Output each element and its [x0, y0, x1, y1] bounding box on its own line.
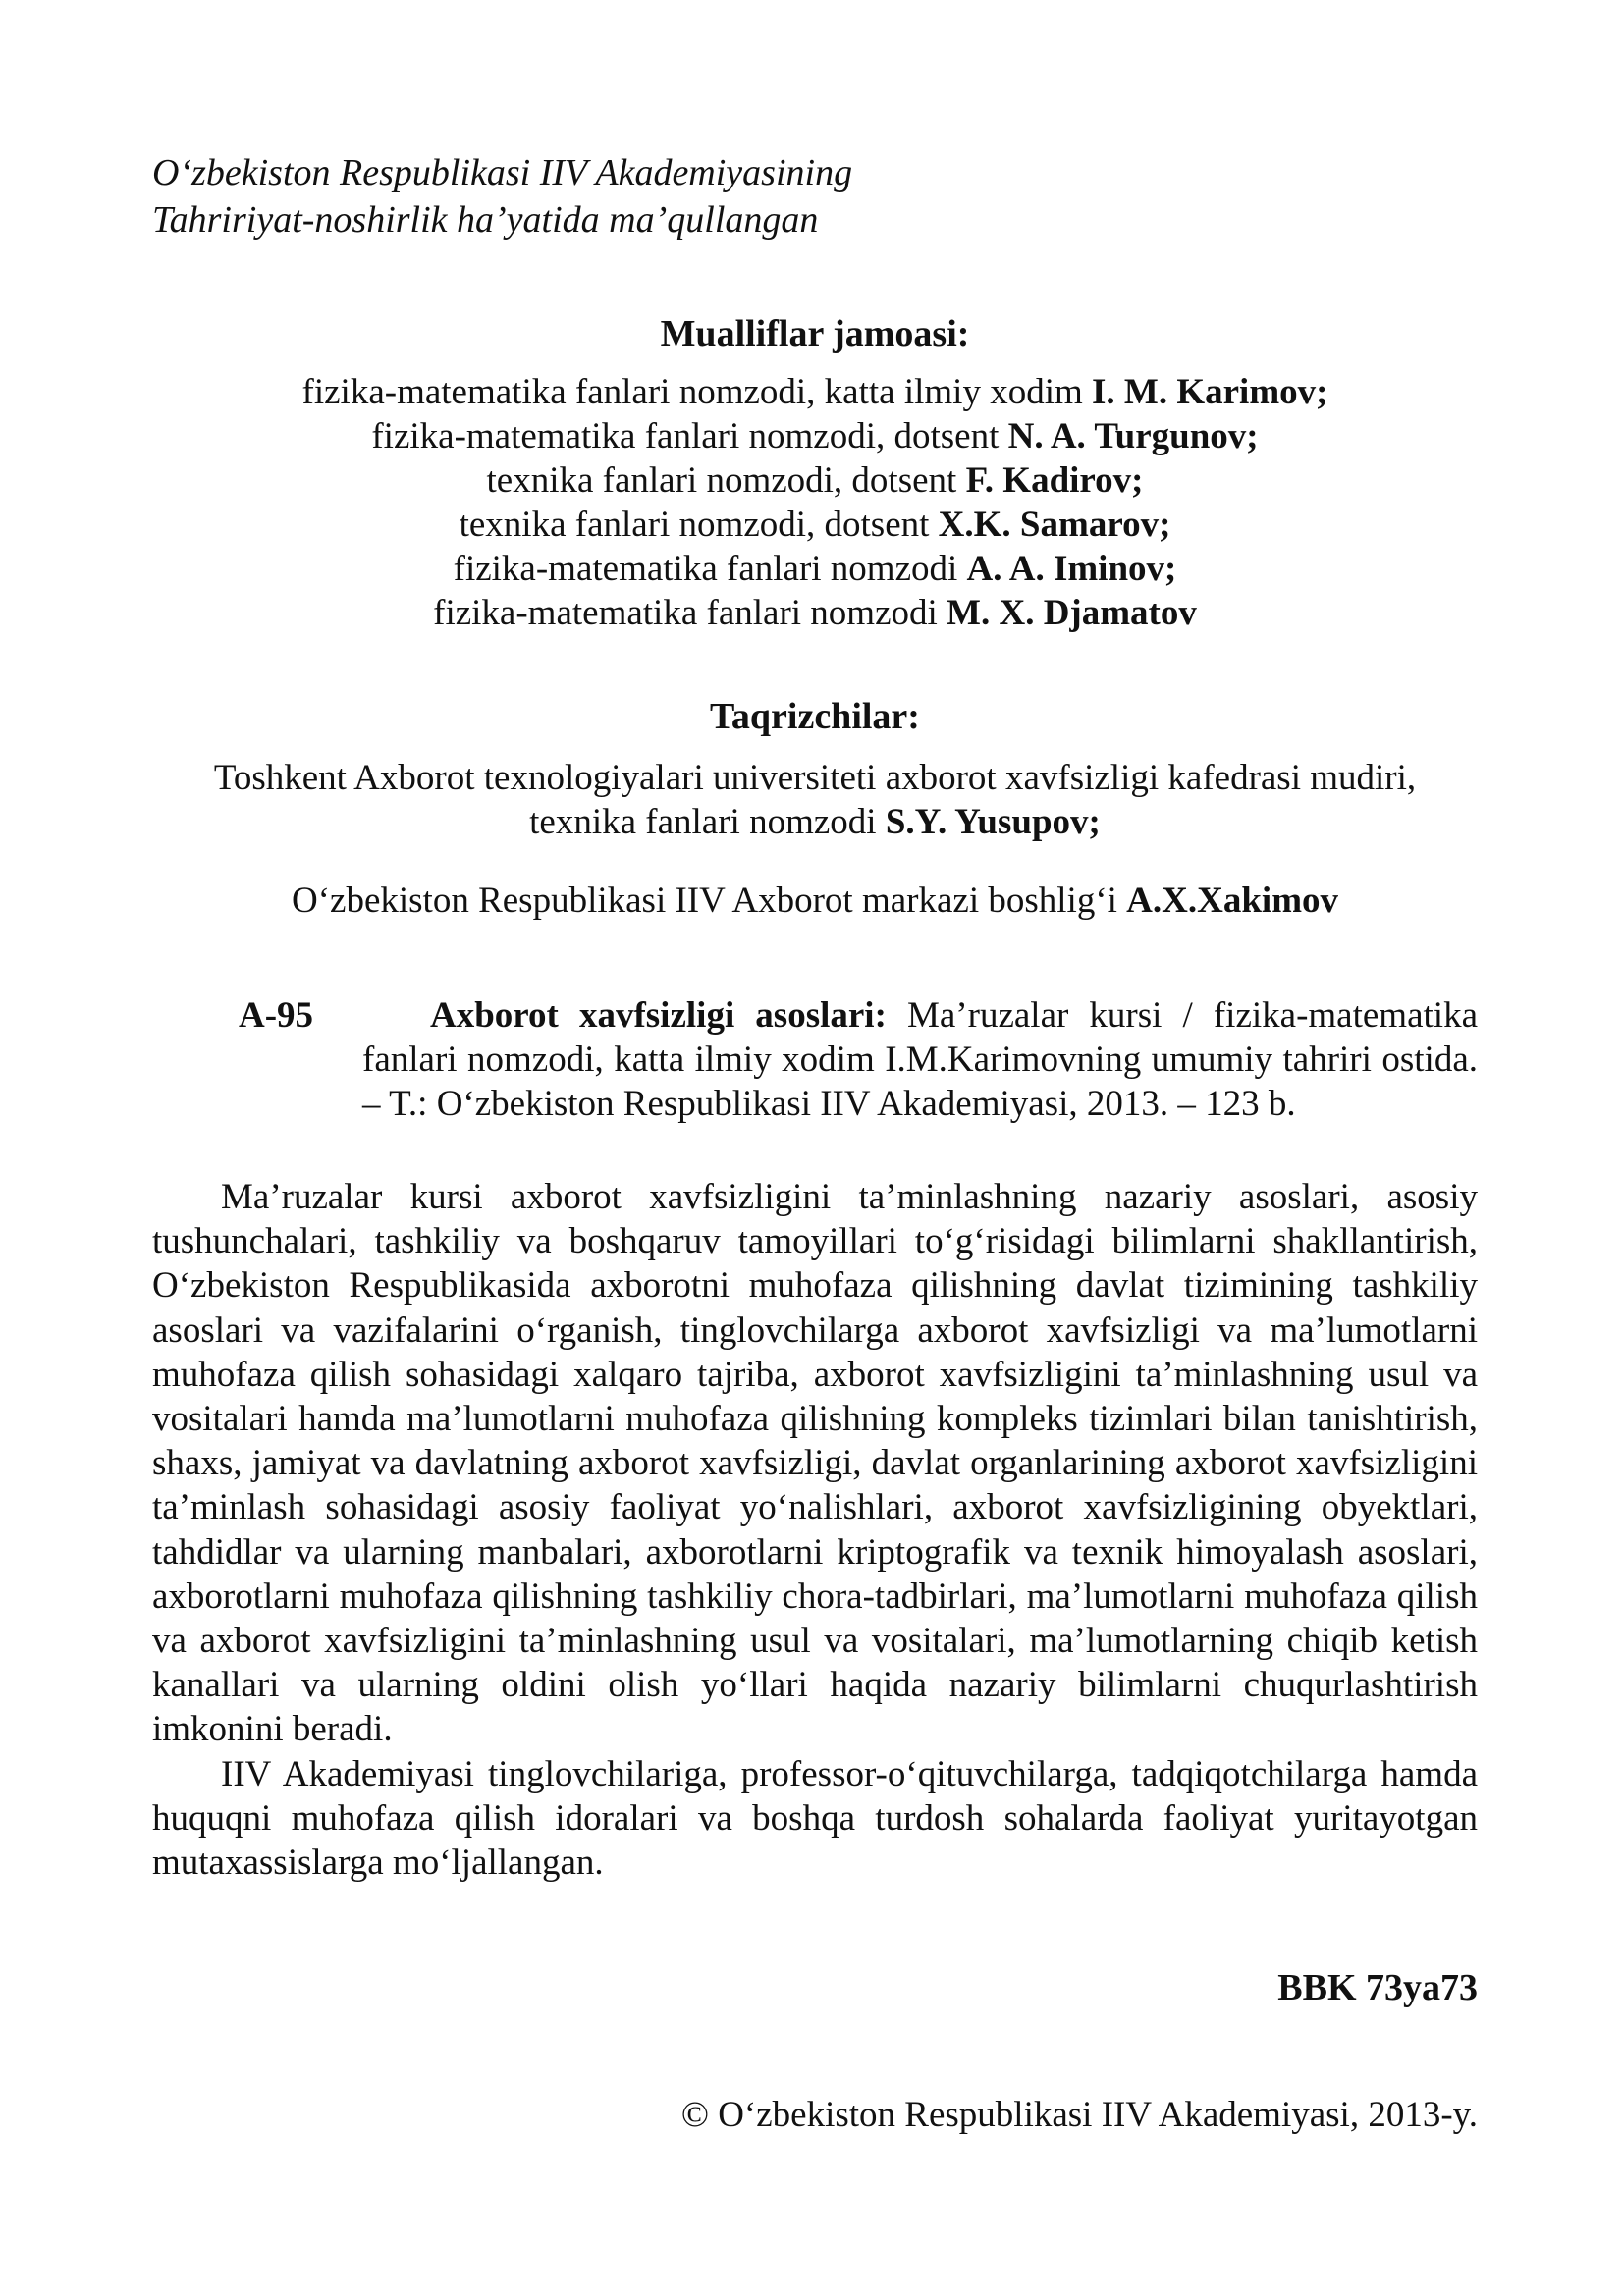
author-line	[147, 414, 1483, 458]
author-role: fizika-matematika fanlari nomzodi	[453, 549, 967, 589]
author-line	[147, 547, 1483, 591]
reviewer-name: A.X.Xakimov	[1126, 881, 1339, 921]
author-name: A. A. Iminov;	[966, 549, 1177, 589]
author-line	[147, 370, 1483, 414]
approval-line-1: O‘zbekiston Respublikasi IIV Akademiyasining	[152, 152, 853, 193]
author-role: fizika-matematika fanlari nomzodi, dotsent	[371, 416, 1008, 456]
catalog-description	[362, 993, 1478, 1126]
author-role: texnika fanlari nomzodi, dotsent	[459, 505, 939, 545]
abstract	[152, 1175, 1478, 1885]
reviewer-1-line	[147, 800, 1483, 844]
reviewer-role: texnika fanlari nomzodi	[529, 802, 886, 842]
authors-heading: Mualliflar jamoasi:	[660, 313, 970, 354]
reviewer-role: O‘zbekiston Respublikasi IIV Axborot markazi boshlig‘i	[291, 881, 1127, 921]
bbk-code: BBK 73ya73	[1277, 1967, 1478, 2008]
reviewer-1-affiliation: Toshkent Axborot texnologiyalari universiteti axborot xavfsizligi kafedrasi mudiri,	[213, 758, 1417, 798]
author-name: F. Kadirov;	[965, 460, 1144, 501]
author-name: N. A. Turgunov;	[1007, 416, 1259, 456]
reviewers-section	[147, 695, 1483, 923]
author-role: texnika fanlari nomzodi, dotsent	[486, 460, 966, 501]
catalog-code: A-95	[239, 995, 314, 1036]
author-line	[147, 458, 1483, 503]
author-name: X.K. Samarov;	[938, 505, 1171, 545]
approval-note	[152, 149, 1134, 243]
reviewer-name: S.Y. Yusupov;	[885, 802, 1101, 842]
catalog-title: Axborot xavfsizligi asoslari:	[430, 995, 887, 1036]
author-line	[147, 503, 1483, 547]
author-role: fizika-matematika fanlari nomzodi	[433, 593, 947, 633]
author-name: I. M. Karimov;	[1092, 372, 1328, 412]
reviewer-2-line	[147, 879, 1483, 923]
approval-line-2: Tahririyat-noshirlik ha’yatida ma’qullangan	[152, 199, 819, 240]
author-role: fizika-matematika fanlari nomzodi, katta ilmiy xodim	[301, 372, 1093, 412]
catalog-details: Ma’ruzalar kursi / fizika-matematika fanlari nomzodi, katta ilmiy xodim I.M.Karimovning umumiy tahriri ostida. – T.: O‘zbekiston Respublikasi IIV Akademiyasi, 2013. – 123 b.	[362, 995, 1478, 1124]
reviewers-heading: Taqrizchilar:	[710, 696, 920, 737]
author-line	[147, 591, 1483, 635]
author-name: M. X. Djamatov	[947, 593, 1197, 633]
copyright-notice: © O‘zbekiston Respublikasi IIV Akademiyasi, 2013-y.	[680, 2095, 1478, 2135]
authors-section	[147, 312, 1483, 635]
abstract-paragraph-1: Ma’ruzalar kursi axborot xavfsizligini ta’minlashning nazariy asoslari, asosiy tushunchalari, tashkiliy va boshqaruv tamoyillari to‘g‘risidagi bilimlarni shakllantirish, O‘zbekiston Respublikasida axborotni muhofaza qilishning davlat tizimining tashkiliy asoslari va vazifalarini o‘rganish, tinglovchilarga axborot xavfsizligi va ma’lumotlarni muhofaza qilish sohasidagi xalqaro tajriba, axborot xavfsizligini ta’minlashning usul va vositalari hamda ma’lumotlarni muhofaza qilishning kompleks tizimlari bilan tanishtirish, shaxs, jamiyat va davlatning axborot xavfsizligi, davlat organlarining axborot xavfsizligini ta’minlash sohasidagi asosiy faoliyat yo‘nalishlari, axborot xavfsizligining obyektlari, tahdidlar va ularning manbalari, axborotlarni kriptografik va texnik himoyalash asoslari, axborotlarni muhofaza qilishning tashkiliy chora-tadbirlari, ma’lumotlarni muhofaza qilish va axborot xavfsizligini ta’minlashning usul va vositalari, ma’lumotlarning chiqib ketish kanallari va ularning oldini olish yo‘llari haqida nazariy bilimlarni chuqurlashtirish imkonini beradi.	[152, 1177, 1478, 1750]
abstract-paragraph-2: IIV Akademiyasi tinglovchilariga, professor-o‘qituvchilarga, tadqiqotchilarga hamda huquqni muhofaza qilish idoralari va boshqa turdosh sohalarda faoliyat yuritayotgan mutaxassislarga mo‘ljallangan.	[152, 1753, 1478, 1884]
